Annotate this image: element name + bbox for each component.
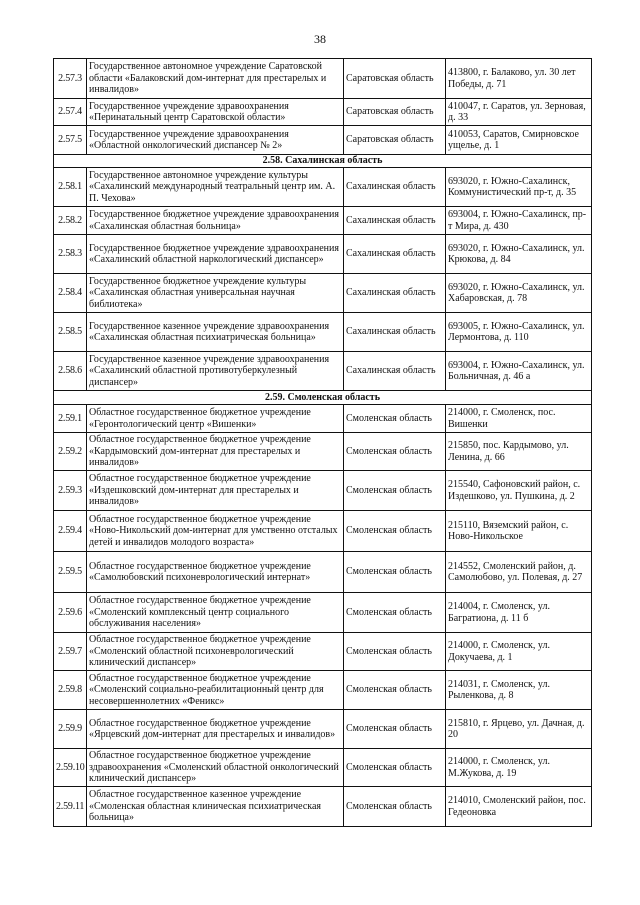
table-row [54,433,592,471]
institution-name: Государственное бюджетное учреждение здравоохранения «Сахалинская областная больница» [87,207,344,235]
item-number: 2.59.6 [54,593,87,633]
region-name: Смоленская область [344,471,446,511]
institution-address: 214031, г. Смоленск, ул. Рыленкова, д. 8 [446,671,592,710]
item-number: 2.58.3 [54,235,87,274]
item-number: 2.59.2 [54,433,87,471]
institution-name: Областное государственное бюджетное учреждение «Геронтологический центр «Вишенки» [87,405,344,433]
region-name: Саратовская область [344,59,446,99]
institutions-table-body [54,59,592,827]
item-number: 2.59.8 [54,671,87,710]
institution-address: 215540, Сафоновский район, с. Издешково, ул. Пушкина, д. 2 [446,471,592,511]
item-number: 2.59.7 [54,633,87,671]
region-name: Смоленская область [344,511,446,552]
region-name: Смоленская область [344,710,446,749]
region-name: Смоленская область [344,433,446,471]
institution-name: Областное государственное бюджетное учреждение «Издешковский дом-интернат для престарелых и инвалидов» [87,471,344,511]
institution-address: 214004, г. Смоленск, ул. Багратиона, д. 11 б [446,593,592,633]
table-row [54,593,592,633]
item-number: 2.59.11 [54,787,87,827]
region-name: Сахалинская область [344,274,446,313]
table-row [54,126,592,155]
table-row [54,405,592,433]
region-name: Смоленская область [344,552,446,593]
institutions-table [53,58,592,827]
table-row [54,749,592,787]
item-number: 2.58.2 [54,207,87,235]
institution-address: 214000, г. Смоленск, ул. М.Жукова, д. 19 [446,749,592,787]
institution-name: Областное государственное бюджетное учреждение «Кардымовский дом-интернат для престарелых и инвалидов» [87,433,344,471]
table-row [54,59,592,99]
table-row [54,274,592,313]
item-number: 2.59.5 [54,552,87,593]
institution-name: Государственное учреждение здравоохранения «Областной онкологический диспансер № 2» [87,126,344,155]
institution-name: Областное государственное бюджетное учреждение «Смоленский комплексный центр социального обслуживания населения» [87,593,344,633]
region-name: Сахалинская область [344,168,446,207]
section-title: 2.58. Сахалинская область [54,155,592,168]
institution-name: Областное государственное бюджетное учреждение «Самолюбовский психоневрологический интернат» [87,552,344,593]
institution-name: Государственное казенное учреждение здравоохранения «Сахалинская областная психиатрическая больница» [87,313,344,352]
institution-name: Областное государственное казенное учреждение «Смоленская областная клиническая психиатрическая больница» [87,787,344,827]
institution-address: 693020, г. Южно-Сахалинск, Коммунистический пр-т, д. 35 [446,168,592,207]
item-number: 2.58.1 [54,168,87,207]
region-name: Смоленская область [344,671,446,710]
table-row [54,352,592,391]
institution-name: Государственное автономное учреждение культуры «Сахалинский международный театральный центр им. А. П. Чехова» [87,168,344,207]
institution-address: 693004, г. Южно-Сахалинск, пр-т Мира, д. 430 [446,207,592,235]
institution-address: 413800, г. Балаково, ул. 30 лет Победы, д. 71 [446,59,592,99]
institution-address: 215850, пос. Кардымово, ул. Ленина, д. 66 [446,433,592,471]
table-row [54,511,592,552]
table-row [54,471,592,511]
institution-name: Государственное казенное учреждение здравоохранения «Сахалинский областной противотуберкулезный диспансер» [87,352,344,391]
institution-address: 693020, г. Южно-Сахалинск, ул. Хабаровская, д. 78 [446,274,592,313]
region-name: Сахалинская область [344,235,446,274]
table-row [54,168,592,207]
institution-address: 410053, Саратов, Смирновское ущелье, д. 1 [446,126,592,155]
table-row [54,207,592,235]
section-header-row [54,391,592,405]
institution-address: 214000, г. Смоленск, ул. Докучаева, д. 1 [446,633,592,671]
institution-name: Областное государственное бюджетное учреждение «Ново-Никольский дом-интернат для умственно отсталых детей и инвалидов молодого возраста» [87,511,344,552]
section-header-row [54,155,592,168]
region-name: Смоленская область [344,405,446,433]
institution-name: Областное государственное бюджетное учреждение «Смоленский социально-реабилитационный центр для несовершеннолетних «Феникс» [87,671,344,710]
institution-address: 693004, г. Южно-Сахалинск, ул. Больничная, д. 46 а [446,352,592,391]
item-number: 2.59.10 [54,749,87,787]
item-number: 2.59.4 [54,511,87,552]
institution-address: 215110, Вяземский район, с. Ново-Никольское [446,511,592,552]
region-name: Сахалинская область [344,352,446,391]
region-name: Смоленская область [344,749,446,787]
item-number: 2.58.6 [54,352,87,391]
region-name: Саратовская область [344,126,446,155]
page-number: 38 [314,32,326,46]
item-number: 2.58.4 [54,274,87,313]
institution-address: 693020, г. Южно-Сахалинск, ул. Крюкова, д. 84 [446,235,592,274]
region-name: Саратовская область [344,99,446,126]
institution-name: Государственное учреждение здравоохранения «Перинатальный центр Саратовской области» [87,99,344,126]
region-name: Сахалинская область [344,313,446,352]
institution-address: 214552, Смоленский район, д. Самолюбово, ул. Полевая, д. 27 [446,552,592,593]
region-name: Смоленская область [344,593,446,633]
institution-name: Областное государственное бюджетное учреждение «Ярцевский дом-интернат для престарелых и инвалидов» [87,710,344,749]
item-number: 2.59.1 [54,405,87,433]
item-number: 2.57.3 [54,59,87,99]
table-row [54,99,592,126]
institution-name: Государственное бюджетное учреждение здравоохранения «Сахалинский областной наркологический диспансер» [87,235,344,274]
item-number: 2.57.4 [54,99,87,126]
region-name: Смоленская область [344,787,446,827]
item-number: 2.58.5 [54,313,87,352]
institution-name: Областное государственное бюджетное учреждение «Смоленский областной психоневрологический клинический диспансер» [87,633,344,671]
table-row [54,710,592,749]
section-title: 2.59. Смоленская область [54,391,592,405]
institution-address: 214000, г. Смоленск, пос. Вишенки [446,405,592,433]
table-row [54,671,592,710]
institution-name: Государственное автономное учреждение Саратовской области «Балаковский дом-интернат для престарелых и инвалидов» [87,59,344,99]
institution-address: 214010, Смоленский район, пос. Гедеоновка [446,787,592,827]
table-row [54,313,592,352]
institution-name: Государственное бюджетное учреждение культуры «Сахалинская областная универсальная научная библиотека» [87,274,344,313]
item-number: 2.59.9 [54,710,87,749]
item-number: 2.59.3 [54,471,87,511]
region-name: Смоленская область [344,633,446,671]
table-row [54,235,592,274]
item-number: 2.57.5 [54,126,87,155]
table-row [54,787,592,827]
table-row [54,633,592,671]
table-row [54,552,592,593]
institution-address: 693005, г. Южно-Сахалинск, ул. Лермонтова, д. 110 [446,313,592,352]
institution-name: Областное государственное бюджетное учреждение здравоохранения «Смоленский областной онкологический клинический диспансер» [87,749,344,787]
institution-address: 410047, г. Саратов, ул. Зерновая, д. 33 [446,99,592,126]
institution-address: 215810, г. Ярцево, ул. Дачная, д. 20 [446,710,592,749]
region-name: Сахалинская область [344,207,446,235]
